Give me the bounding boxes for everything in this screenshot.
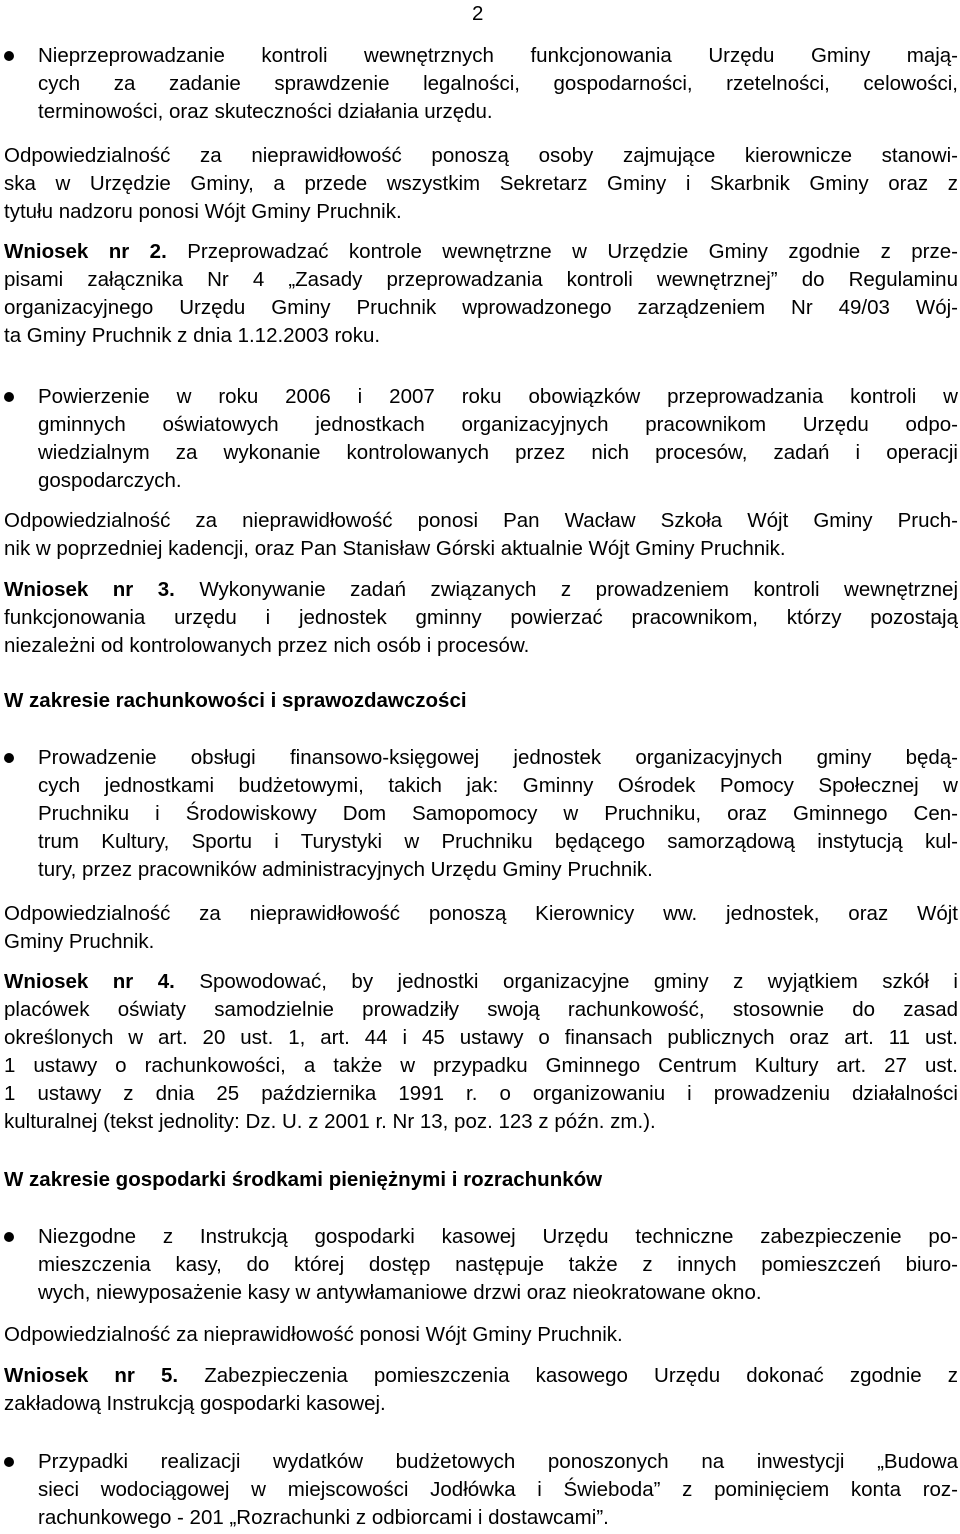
- bullet-item-cash-security: [38, 1223, 958, 1307]
- text-line: Prowadzenie obsługi finansowo-księgowej jednostek organizacyjnych gminy będą-: [38, 746, 958, 769]
- text-line: Odpowiedzialność za nieprawidłowość ponoszą osoby zajmujące kierownicze stanowi-: [4, 144, 958, 167]
- responsibility-paragraph-2: [4, 507, 958, 563]
- bullet-dot: [4, 51, 14, 61]
- bullet-dot: [4, 753, 14, 763]
- text-line: 1 ustawy z dnia 25 października 1991 r. o organizowaniu i prowadzeniu działalności: [4, 1082, 958, 1105]
- text-line: pisami załącznika Nr 4 „Zasady przeprowadzania kontroli wewnętrznej” do Regulaminu: [4, 268, 958, 291]
- bullet-dot: [4, 1457, 14, 1467]
- page-number: 2: [472, 2, 484, 25]
- text-span: Przeprowadzać kontrole wewnętrzne w Urzędzie Gminy zgodnie z prze-: [166, 240, 958, 263]
- text-span: Zabezpieczenia pomieszczenia kasowego Urzędu dokonać zgodnie z: [178, 1364, 959, 1387]
- text-line: cych jednostkami budżetowymi, takich jak: Gminny Ośrodek Pomocy Społecznej w: [38, 774, 958, 797]
- text-line: zakładową Instrukcją gospodarki kasowej.: [4, 1392, 386, 1415]
- text-line: mieszczenia kasy, do której dostęp następuje także z innych pomieszczeń biuro-: [38, 1253, 958, 1276]
- text-line: Powierzenie w roku 2006 i 2007 roku obowiązków przeprowadzania kontroli w: [38, 385, 958, 408]
- text-line: kulturalnej (tekst jednolity: Dz. U. z 2001 r. Nr 13, poz. 123 z późn. zm.).: [4, 1110, 656, 1133]
- text-line: [4, 576, 958, 604]
- text-line: trum Kultury, Sportu i Turystyki w Pruchniku będącego samorządową instytucją kul-: [38, 830, 958, 853]
- text-line: rachunkowego - 201 „Rozrachunki z odbiorcami i dostawcami”.: [38, 1506, 609, 1529]
- text-line: gospodarczych.: [38, 469, 182, 492]
- recommendation-5: [4, 1362, 958, 1418]
- recommendation-label: Wniosek nr 5.: [4, 1364, 179, 1387]
- text-line: Nieprzeprowadzanie kontroli wewnętrznych funkcjonowania Urzędu Gminy mają-: [38, 44, 958, 67]
- text-line: wiedzialnym za wykonanie kontrolowanych przez nich procesów, zadań i operacji: [38, 441, 958, 464]
- text-line: ska w Urzędzie Gminy, a przede wszystkim Sekretarz Gminy i Skarbnik Gminy oraz z: [4, 172, 958, 195]
- recommendation-label: Wniosek nr 3.: [4, 578, 175, 601]
- text-line: Niezgodne z Instrukcją gospodarki kasowej Urzędu techniczne zabezpieczenie po-: [38, 1225, 958, 1248]
- text-line: wych, niewyposażenie kasy w antywłamaniowe drzwi oraz nieokratowane okno.: [38, 1281, 762, 1304]
- text-line: organizacyjnego Urzędu Gminy Pruchnik wprowadzonego zarządzeniem Nr 49/03 Wój-: [4, 296, 958, 319]
- text-line: [4, 1362, 958, 1390]
- text-line: Odpowiedzialność za nieprawidłowość ponoszą Kierownicy ww. jednostek, oraz Wójt: [4, 902, 958, 925]
- responsibility-paragraph-4: [4, 1321, 958, 1349]
- responsibility-paragraph-3: [4, 900, 958, 956]
- text-line: ta Gminy Pruchnik z dnia 1.12.2003 roku.: [4, 324, 381, 347]
- section-heading-accounting: W zakresie rachunkowości i sprawozdawczości: [4, 689, 467, 712]
- text-line: funkcjonowania urzędu i jednostek gminny powierzać pracownikom, którzy pozostają: [4, 606, 958, 629]
- text-line: tytułu nadzoru ponosi Wójt Gminy Pruchnik.: [4, 200, 402, 223]
- recommendation-4: [4, 968, 958, 1136]
- recommendation-label: Wniosek nr 2.: [4, 240, 167, 263]
- bullet-item-school-control: [38, 383, 958, 495]
- bullet-item-accounting: [38, 744, 958, 884]
- responsibility-paragraph-1: [4, 142, 958, 226]
- text-line: tury, przez pracowników administracyjnych Urzędu Gminy Pruchnik.: [38, 858, 653, 881]
- bullet-item-internal-control: [38, 42, 958, 126]
- text-line: terminowości, oraz skuteczności działania urzędu.: [38, 100, 493, 123]
- text-line: Gminy Pruchnik.: [4, 930, 155, 953]
- text-line: 1 ustawy o rachunkowości, a także w przypadku Gminnego Centrum Kultury art. 27 ust.: [4, 1054, 958, 1077]
- text-line: [4, 968, 958, 996]
- bullet-dot: [4, 1232, 14, 1242]
- text-line: nik w poprzedniej kadencji, oraz Pan Stanisław Górski aktualnie Wójt Gminy Pruchnik.: [4, 537, 786, 560]
- text-line: określonych w art. 20 ust. 1, art. 44 i 45 ustawy o finansach publicznych oraz art. 11 ust.: [4, 1026, 958, 1049]
- section-heading-cash: W zakresie gospodarki środkami pieniężnymi i rozrachunków: [4, 1168, 603, 1191]
- text-line: placówek oświaty samodzielnie prowadziły swoją rachunkowość, stosownie do zasad: [4, 998, 958, 1021]
- text-line: niezależni od kontrolowanych przez nich osób i procesów.: [4, 634, 530, 657]
- text-line: gminnych oświatowych jednostkach organizacyjnych pracownikom Urzędu odpo-: [38, 413, 958, 436]
- text-span: Spowodować, by jednostki organizacyjne gminy z wyjątkiem szkół i: [174, 970, 958, 993]
- text-line: Pruchniku i Środowiskowy Dom Samopomocy w Pruchniku, oraz Gminnego Cen-: [38, 802, 958, 825]
- recommendation-2: [4, 238, 958, 350]
- bullet-dot: [4, 392, 14, 402]
- recommendation-3: [4, 576, 958, 660]
- bullet-item-investment-expenses: [38, 1448, 958, 1532]
- recommendation-label: Wniosek nr 4.: [4, 970, 175, 993]
- text-line: [4, 238, 958, 266]
- text-line: Przypadki realizacji wydatków budżetowych ponoszonych na inwestycji „Budowa: [38, 1450, 958, 1473]
- text-line: cych za zadanie sprawdzenie legalności, gospodarności, rzetelności, celowości,: [38, 72, 958, 95]
- text-line: Odpowiedzialność za nieprawidłowość ponosi Pan Wacław Szkoła Wójt Gminy Pruch-: [4, 509, 958, 532]
- text-span: Wykonywanie zadań związanych z prowadzeniem kontroli wewnętrznej: [174, 578, 958, 601]
- text-line: Odpowiedzialność za nieprawidłowość ponosi Wójt Gminy Pruchnik.: [4, 1323, 623, 1346]
- text-line: sieci wodociągowej w miejscowości Jodłówka i Świeboda” z pominięciem konta roz-: [38, 1478, 958, 1501]
